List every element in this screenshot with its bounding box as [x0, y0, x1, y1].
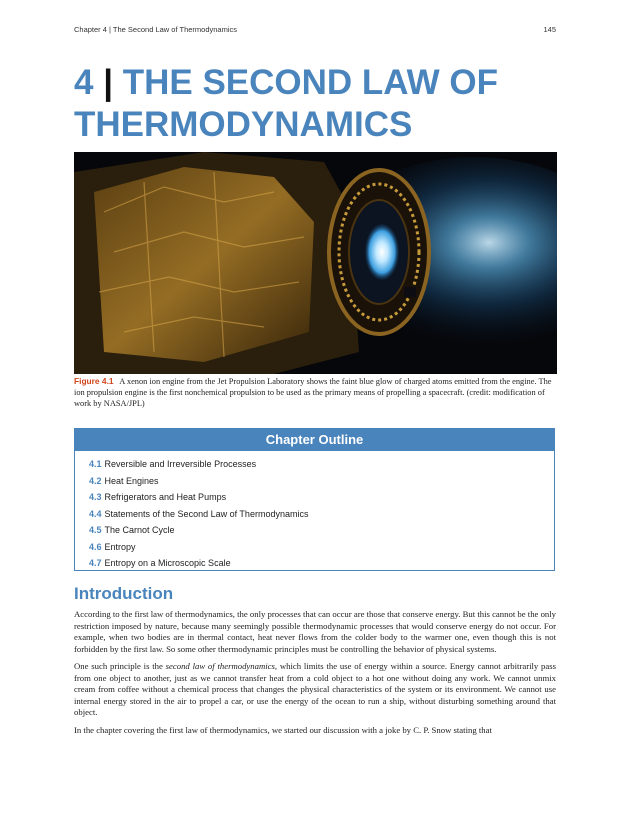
- chapter-outline-list: [75, 451, 554, 572]
- chapter-number: 4: [74, 63, 94, 102]
- chapter-title: [74, 62, 564, 146]
- outline-item-number[interactable]: 4.6: [89, 541, 102, 552]
- outline-item-number[interactable]: 4.4: [89, 508, 102, 519]
- outline-item-label[interactable]: Entropy: [104, 541, 136, 552]
- paragraph-text: , which limits the use of energy within a source. Energy cannot arbitrarily pass from one object to another, just as we cannot transfer heat from a cold object to a hot one without doing any work. We cannot unmix cream from coffee without a chemical process that changes the physical characteristics of the system or its environment. We cannot use internal energy stored in the air to propel a car, or use the energy of the ocean to run a ship, without disturbing something around that object.: [74, 661, 557, 717]
- outline-item-label[interactable]: Refrigerators and Heat Pumps: [104, 492, 227, 502]
- outline-item-label[interactable]: The Carnot Cycle: [104, 525, 175, 535]
- outline-item[interactable]: [89, 555, 554, 572]
- introduction-heading: Introduction: [74, 584, 174, 603]
- chapter-title-line1: THE SECOND LAW OF: [122, 63, 499, 102]
- outline-item-label[interactable]: Reversible and Irreversible Processes: [104, 459, 257, 469]
- outline-item-number[interactable]: 4.3: [89, 492, 102, 502]
- outline-item-number[interactable]: 4.2: [89, 475, 102, 486]
- ion-engine-photo: [74, 152, 557, 374]
- running-header-chapter: Chapter 4 | The Second Law of Thermodynamics: [74, 25, 238, 34]
- figure-label: Figure 4.1: [74, 376, 114, 386]
- outline-item[interactable]: [89, 506, 554, 523]
- outline-item[interactable]: [89, 489, 554, 506]
- outline-item[interactable]: [89, 539, 554, 556]
- chapter-outline-box: [74, 428, 555, 571]
- running-header: [74, 25, 556, 34]
- page-number: 145: [543, 25, 556, 34]
- paragraph: In the chapter covering the first law of thermodynamics, we started our discussion with a joke by C. P. Snow stating that: [74, 724, 492, 735]
- chapter-separator: |: [103, 63, 113, 102]
- introduction-body: [74, 609, 556, 742]
- outline-item-number[interactable]: 4.5: [89, 525, 102, 535]
- outline-item-label[interactable]: Entropy on a Microscopic Scale: [104, 558, 231, 568]
- outline-item-label[interactable]: Statements of the Second Law of Thermodynamics: [104, 508, 309, 519]
- outline-item[interactable]: [89, 473, 554, 490]
- figure-caption: [74, 376, 556, 409]
- paragraph: [74, 661, 556, 719]
- outline-item-number[interactable]: 4.7: [89, 558, 102, 568]
- outline-item[interactable]: [89, 456, 554, 473]
- outline-item[interactable]: [89, 522, 554, 539]
- outline-item-label[interactable]: Heat Engines: [104, 475, 159, 486]
- paragraph: According to the first law of thermodynamics, the only processes that can occur are those that conserve energy. But this cannot be the only restriction imposed by nature, because many seemingly possible thermodynamic processes that would conserve energy do not occur. For example, when two bodies are in thermal contact, heat never flows from the colder body to the warmer one, even though this is not forbidden by the first law. So some other thermodynamic principles must be controlling the behavior of physical systems.: [74, 609, 557, 654]
- chapter-outline-heading: Chapter Outline: [75, 429, 554, 451]
- figure-caption-text: A xenon ion engine from the Jet Propulsion Laboratory shows the faint blue glow of charged atoms emitted from the engine. The ion propulsion engine is the first nonchemical propulsion to be used as the primary means of propelling a spacecraft. (credit: modification of work by NASA/JPL): [74, 377, 552, 408]
- paragraph-text: One such principle is the: [74, 661, 166, 671]
- term-emphasis: second law of thermodynamics: [165, 661, 275, 671]
- chapter-title-line2: THERMODYNAMICS: [74, 105, 413, 144]
- outline-item-number[interactable]: 4.1: [89, 459, 102, 469]
